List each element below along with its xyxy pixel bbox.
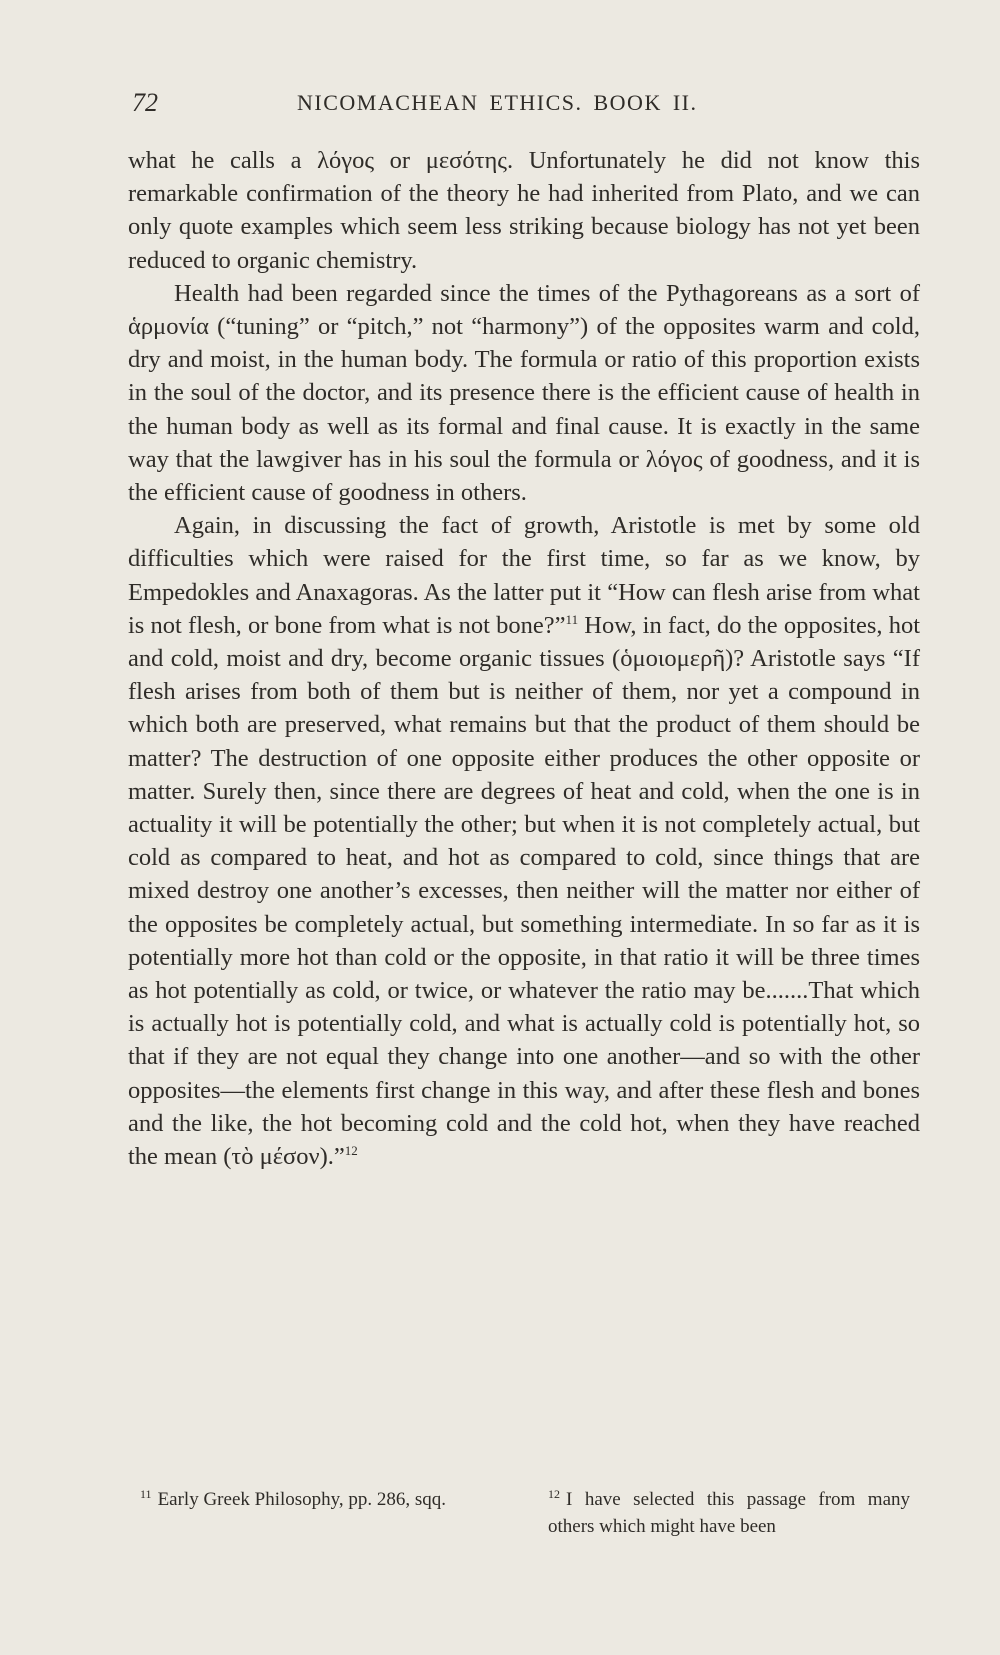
footnote-text: I have selected this passage from many others which might have been xyxy=(548,1489,910,1537)
body-text xyxy=(128,144,920,1173)
footnote-ref-11: 11 xyxy=(565,611,579,627)
footnote-12 xyxy=(548,1486,910,1540)
footnote-number: 11 xyxy=(140,1486,152,1501)
footnote-11 xyxy=(140,1486,512,1513)
page-number: 72 xyxy=(132,88,158,117)
paragraph-3: Again, in discussing the fact of growth, Aristotle is met by some old difficulties which were raised for the first time, so far as we know, by Empedokles and Anaxagoras. As the latter put it “How can flesh arise from what is not flesh, or bone from what is not bone?”$^{11}$ How, in fact, do the opposites, hot and cold, moist and dry, become organic tissues (ὁμοιομερῆ)? Aristotle says “If flesh arises from both of them but is neither of them, nor yet a compound in which both are preserved, what remains but that the product of them should be matter? The destruction of one opposite either produces the other opposite or matter. Surely then, since there are degrees of heat and cold, when the one is in actuality it will be potentially the other; but when it is not completely actual, but cold as compared to heat, and hot as compared to cold, since things that are mixed destroy one another’s excesses, then neither will the matter nor either of the opposites be completely actual, but something intermediate. In so far as it is potentially more hot than cold or the opposite, in that ratio it will be three times as hot potentially as cold, or twice, or whatever the ratio may be.......That which is actually hot is potentially cold, and what is actually cold is potentially hot, so that if they are not equal they change into one another—and so with the other opposites—the elements first change in this way, and after these flesh and bones and the like, the hot becoming cold and the cold hot, when they have reached the mean (τὸ μέσον).”$^{12}$ xyxy=(128,512,921,1171)
footnote-number: 12 xyxy=(548,1486,560,1501)
paragraph-2: Health had been regarded since the times of the Pythagoreans as a sort of ἁρμονία (“tuning” or “pitch,” not “harmony”) of the opposites warm and cold, dry and moist, in the human body. The formula or ratio of this proportion exists in the soul of the doctor, and its presence there is the efficient cause of health in the human body as well as its formal and final cause. It is exactly in the same way that the lawgiver has in his soul the formula or λόγος of goodness, and it is the efficient cause of goodness in others. xyxy=(128,279,920,507)
footnote-ref-12: 12 xyxy=(344,1142,358,1158)
paragraph-1: what he calls a λόγος or μεσότης. Unfortunately he did not know this remarkable confirmation of the theory he had inherited from Plato, and we can only quote examples which seem less striking because biology has not yet been reduced to organic chemistry. xyxy=(128,147,920,274)
footnote-text: Early Greek Philosophy, pp. 286, sqq. xyxy=(157,1489,447,1510)
running-head xyxy=(132,88,762,124)
running-title: NICOMACHEAN ETHICS. BOOK II. xyxy=(297,90,698,115)
